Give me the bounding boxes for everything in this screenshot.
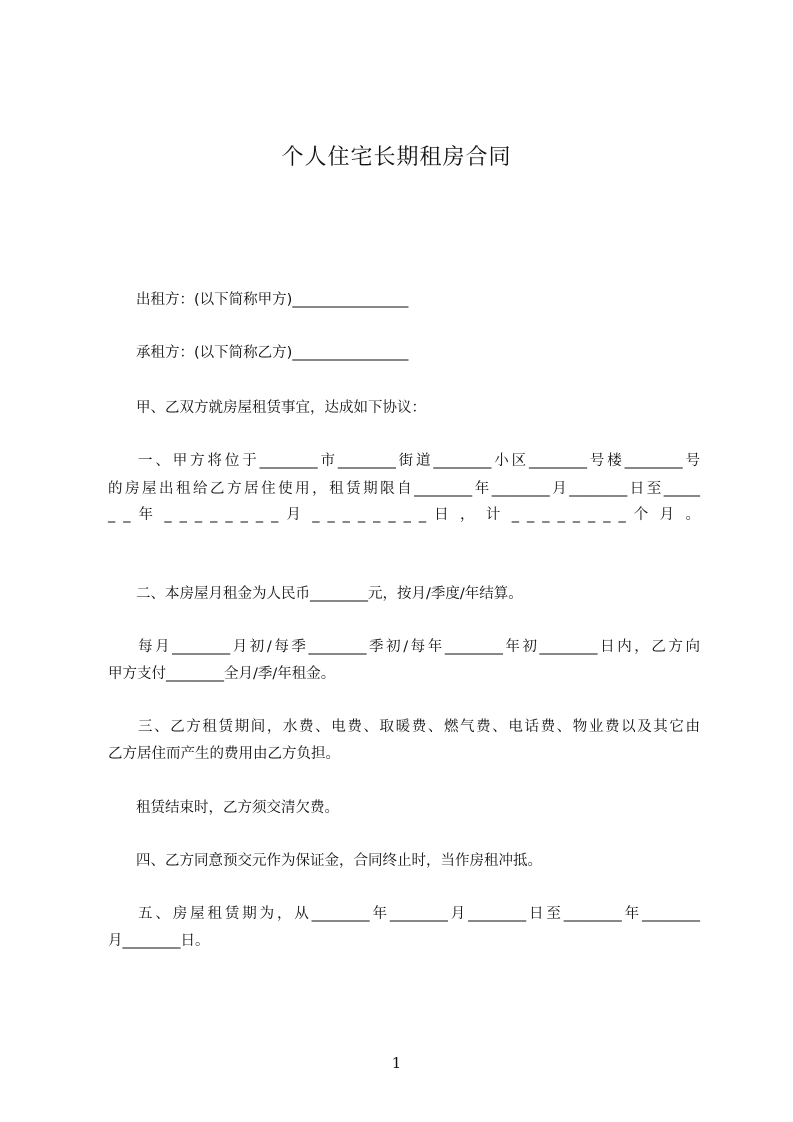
payment-line1: 每月________月初/每季________季初/每年________年初________日内，乙方向 [138,639,700,655]
page-title: 个人住宅长期租房合同 [281,145,512,170]
clause5-line2: 月________日。 [108,933,210,949]
clause5-line1: 五、房屋租赁期为，从________年________月________日至________年________ [138,906,700,922]
intro-line: 甲、乙双方就房屋租赁事宜，达成如下协议： [136,400,426,416]
lessee-line: 承租方：(以下简称乙方)________________ [136,345,409,361]
clause2-line: 二、本房屋月租金为人民币________元，按月/季度/年结算。 [136,586,523,602]
clause1-line3: _ _ 年 _ _ _ _ _ _ _ _ 月 _ _ _ _ _ _ _ _ 日 ， 计 _ _ _ _ _ _ _ _ 个 月 。 [108,507,700,523]
clause1-line1: 一、甲方将位于________市________街道________小区________号楼________号 [138,453,700,469]
settlement-line: 租赁结束时，乙方须交清欠费。 [136,800,339,816]
page-number: 1 [391,1054,402,1072]
payment-line2: 甲方支付________全月/季/年租金。 [108,666,336,682]
clause4-line: 四、乙方同意预交元作为保证金，合同终止时，当作房租冲抵。 [136,853,542,869]
clause1-line2: 的房屋出租给乙方居住使用，租赁期限自________年________月________日至_____ [108,481,700,497]
lessor-line: 出租方：(以下简称甲方)________________ [136,292,409,308]
clause3-line2: 乙方居住而产生的费用由乙方负担。 [108,746,340,762]
clause3-line1: 三、乙方租赁期间，水费、电费、取暖费、燃气费、电话费、物业费以及其它由 [138,719,700,735]
